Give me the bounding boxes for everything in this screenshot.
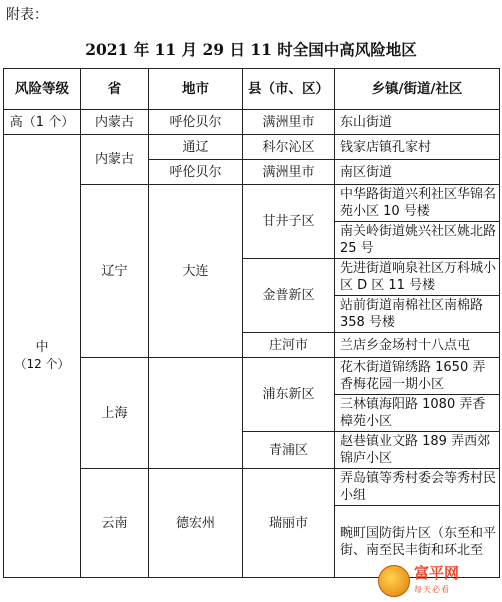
level-cell-high: 高（1 个）: [4, 110, 81, 135]
county-cell: 科尔沁区: [243, 135, 335, 160]
town-cell: 中华路街道兴利社区华锦名苑小区 10 号楼: [335, 185, 500, 222]
county-cell: 浦东新区: [243, 358, 335, 432]
town-cell: 三林镇海阳路 1080 弄香樟苑小区: [335, 395, 500, 432]
level-cell-medium: [4, 135, 81, 578]
county-cell: 甘井子区: [243, 185, 335, 259]
city-cell: 呼伦贝尔: [149, 110, 243, 135]
attachment-label: 附表：: [6, 7, 48, 23]
header-town: 乡镇/街道/社区: [335, 69, 500, 110]
province-cell: 上海: [81, 358, 149, 469]
province-cell: 内蒙古: [81, 110, 149, 135]
risk-areas-table: [3, 68, 500, 578]
level-count: （12 个）: [14, 357, 70, 371]
county-cell: 庄河市: [243, 333, 335, 358]
town-cell: 先进街道响泉社区万科城小区 D 区 11 号楼: [335, 259, 500, 296]
header-city: 地市: [149, 69, 243, 110]
county-cell: 青浦区: [243, 432, 335, 469]
watermark-sub-text: 每天必看: [414, 585, 450, 594]
tower-logo-icon: [378, 565, 410, 597]
town-cell: 弄岛镇等秀村委会等秀村民小组: [335, 469, 500, 506]
level-name: 中: [35, 340, 49, 355]
province-cell: 内蒙古: [81, 135, 149, 185]
site-watermark: [378, 566, 488, 596]
table-header-row: [4, 69, 500, 110]
province-cell: 云南: [81, 469, 149, 578]
town-cell: 东山街道: [335, 110, 500, 135]
province-cell: 辽宁: [81, 185, 149, 358]
town-cell: 花木街道锦绣路 1650 弄香梅花园一期小区: [335, 358, 500, 395]
town-cell: 钱家店镇孔家村: [335, 135, 500, 160]
town-cell: 兰店乡金场村十八点屯: [335, 333, 500, 358]
county-cell: 瑞丽市: [243, 469, 335, 578]
city-cell: 通辽: [149, 135, 243, 160]
county-cell: 满洲里市: [243, 160, 335, 185]
town-cell: 南区街道: [335, 160, 500, 185]
header-province: 省: [81, 69, 149, 110]
table-row: [4, 110, 500, 135]
table-row: [4, 135, 500, 160]
city-cell-empty: [149, 358, 243, 469]
town-cell: 站前街道南棉社区南棉路 358 号楼: [335, 296, 500, 333]
town-cell: 南关岭街道姚兴社区姚北路 25 号: [335, 222, 500, 259]
town-cell: 赵巷镇业文路 189 弄西郊锦庐小区: [335, 432, 500, 469]
page-title: 2021 年 11 月 29 日 11 时全国中高风险地区: [85, 40, 417, 59]
city-cell: 大连: [149, 185, 243, 358]
county-cell: 满洲里市: [243, 110, 335, 135]
header-level: 风险等级: [4, 69, 81, 110]
watermark-main-text: 富平网: [414, 564, 460, 582]
city-cell: 德宏州: [149, 469, 243, 578]
header-county: 县（市、区）: [243, 69, 335, 110]
city-cell: 呼伦贝尔: [149, 160, 243, 185]
town-cell: 畹町国防街片区（东至和平街、南至民丰街和环北至: [335, 506, 500, 578]
county-cell: 金普新区: [243, 259, 335, 333]
